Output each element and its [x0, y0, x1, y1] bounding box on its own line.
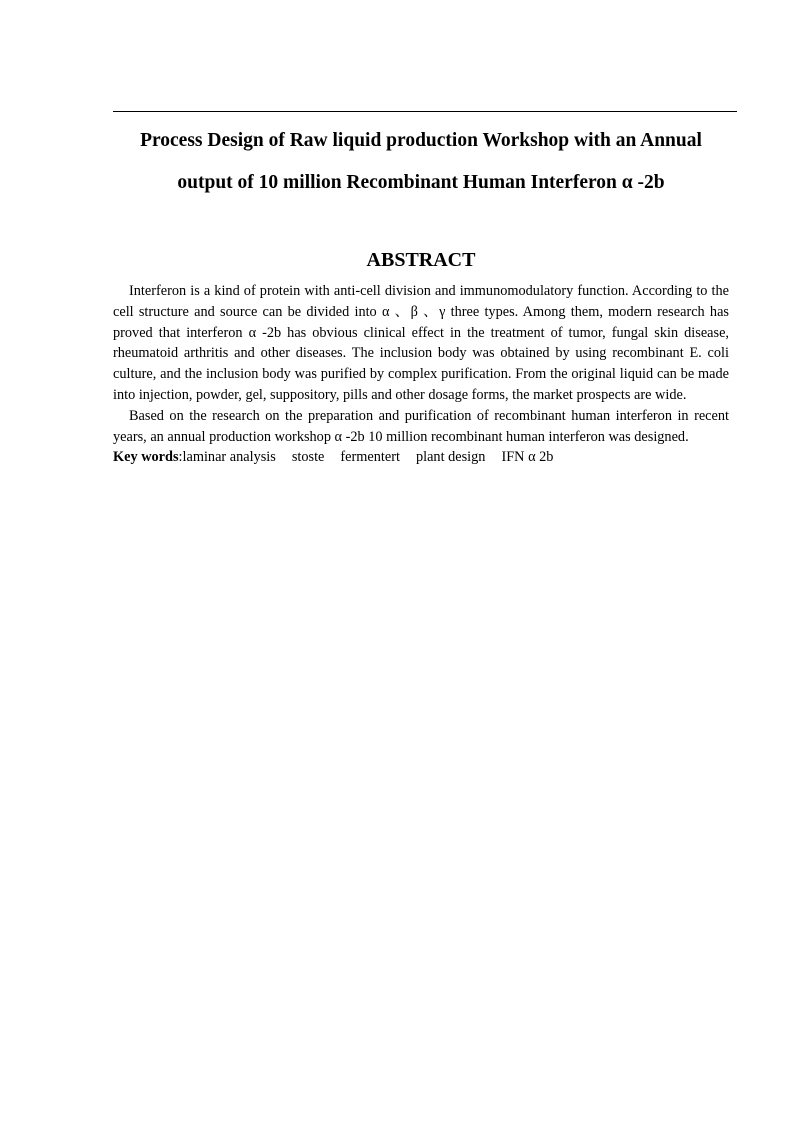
keyword-3: fermentert: [340, 449, 400, 466]
paper-title-line-2: output of 10 million Recombinant Human Interferon α -2b: [177, 172, 665, 193]
keywords-label: Key words: [113, 449, 179, 466]
keyword-4: plant design: [415, 449, 486, 466]
paper-title-line-1: Process Design of Raw liquid production Workshop with an Annual: [140, 130, 702, 151]
header-rule: [113, 111, 737, 112]
abstract-paragraph-1: Interferon is a kind of protein with anti-cell division and immunomodulatory function. According to the cell structure and source can be divided into α 、β 、γ three types. Among them, modern research has proved that interferon α -2b has obvious clinical effect in the treatment of tumor, fungal skin disease, rheumatoid arthritis and other diseases. The inclusion body was obtained by using recombinant E. coli culture, and the inclusion body was purified by complex purification. From the original liquid can be made into injection, powder, gel, suppository, pills and other dosage forms, the market prospects are wide.: [113, 283, 729, 403]
keywords-line: [113, 447, 729, 468]
paper-title: [108, 120, 734, 204]
abstract-heading: ABSTRACT: [366, 249, 476, 271]
keyword-5: IFN α 2b: [501, 449, 554, 466]
keywords-separator: :: [178, 449, 183, 466]
keyword-2: stoste: [291, 449, 325, 466]
abstract-body: [113, 281, 729, 468]
abstract-paragraph-2: Based on the research on the preparation and purification of recombinant human interferon in recent years, an annual production workshop α -2b 10 million recombinant human interferon was designed.: [113, 407, 729, 445]
keyword-1: laminar analysis: [182, 449, 276, 466]
